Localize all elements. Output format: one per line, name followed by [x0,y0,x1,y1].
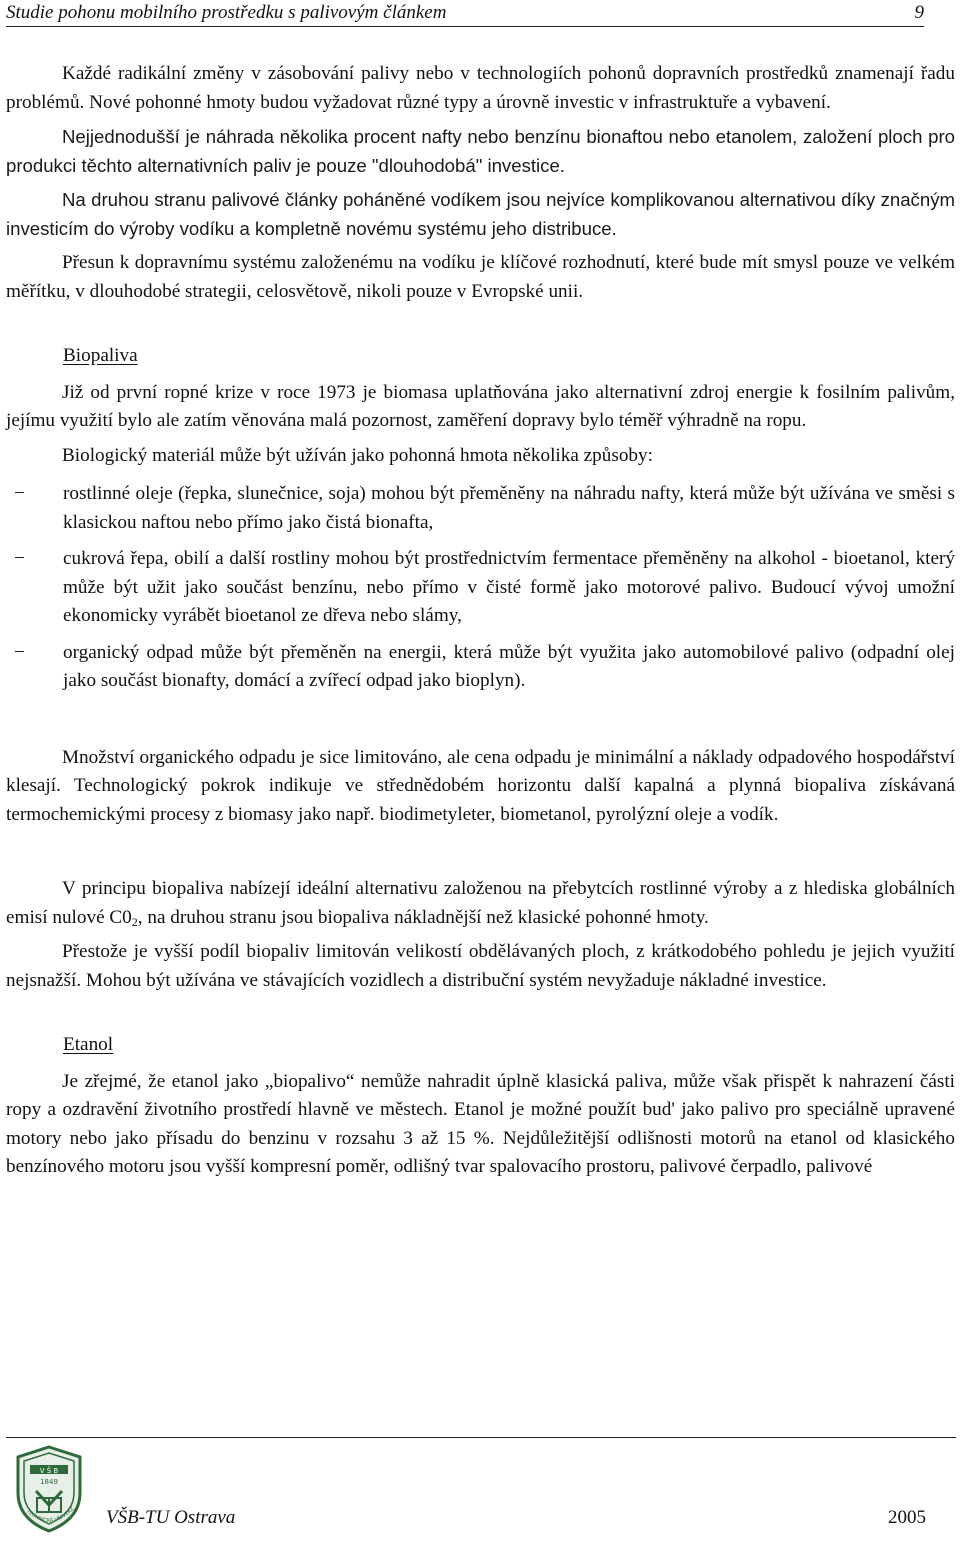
spacer [6,835,955,875]
paragraph: Je zřejmé, že etanol jako „biopalivo“ nemůže nahradit úplně klasická paliva, může však přispět k nahrazení části ropy a ozdravění životního prostředí hlavně ve městech. Etanol je možné použít bud' jako palivo pro speciálně upravené motory nebo jako přísadu do benzinu v rozsahu 3 až 15 %. Nejdůležitější odlišnosti motorů na etanol od klasického benzínového motoru jsou vyšší kompresní poměr, odlišný tvar spalovacího prostoru, palivové čerpadlo, palivové [6,1070,955,1177]
list-item [6,480,955,537]
footer-year: 2005 [888,1507,926,1528]
biofuel-list [6,480,955,696]
university-seal-graphic [10,1443,88,1535]
subscript: 2 [131,914,138,929]
paragraph: Každé radikální změny v zásobování palivy nebo v technologiích pohonů dopravních prostředků znamenají řadu problémů. Nové pohonné hmoty budou vyžadovat různé typy a úrovně investic v infrastruktuře a vybavení. [6,63,955,113]
svg-text:1849: 1849 [40,1478,58,1486]
dash-bullet-icon: − [14,641,25,663]
svg-text:TECHNICKÁ UNIVERZITA: TECHNICKÁ UNIVERZ [25,1505,76,1525]
list-item-text: rostlinné oleje (řepka, slunečnice, soja) mohou být přeměněny na náhradu nafty, která může být užívána ve směsi s klasickou naftou nebo přímo jako čistá bionafta, [63,483,955,533]
dash-bullet-icon: − [14,548,25,569]
document-title: Studie pohonu mobilního prostředku s palivovým článkem [6,2,447,23]
section-heading-etanol: Etanol [63,1034,114,1055]
paragraph: Množství organického odpadu je sice limitováno, ale cena odpadu je minimální a náklady odpadového hospodářství klesají. Technologický pokrok indikuje ve střednědobém horizontu další kapalná a plynná biopaliva získávaná termochemickými procesy z biomasy jako např. biodimetyleter, biometanol, pyrolýzní oleje a vodík. [6,746,955,825]
page-number: 9 [914,2,924,23]
text-run: , na druhou stranu jsou biopaliva nákladnější než klasické pohonné hmoty. [137,906,709,928]
svg-text:V Š B: V Š B [39,1467,59,1475]
paragraph: Biologický materiál může být užíván jako pohonná hmota několika způsoby: [62,444,653,466]
paragraph: Nejjednodušší je náhrada několika procent nafty nebo benzínu bionaftou nebo etanolem, založení ploch pro produkci těchto alternativních paliv je pouze "dlouhodobá" investice. [6,126,955,176]
page-content [6,60,955,1188]
paragraph: Přestože je vyšší podíl biopaliv limitován velikostí obdělávaných ploch, z krátkodobého pohledu je jejich využití nejsnažší. Mohou být užívána ve stávajících vozidlech a distribuční systém nevyžaduje nákladné investice. [6,941,955,991]
footer-institution: VŠB-TU Ostrava [106,1507,236,1528]
list-item [6,639,955,696]
page-header [6,0,924,27]
university-seal-icon [10,1443,88,1535]
footer-divider [6,1437,956,1438]
spacer [6,704,955,744]
paragraph-emissions [6,875,955,932]
text-run: V principu biopaliva nabízejí ideální alternativu založenou na přebytcích rostlinné výroby a z hlediska globálních emisí nulové C0 [6,878,955,928]
paragraph: Na druhou stranu palivové články poháněné vodíkem jsou nejvíce komplikovanou alternativou díky značným investicím do výroby vodíku a kompletně novému systému jeho distribuce. [6,189,955,239]
dash-bullet-icon: − [14,483,25,504]
paragraph: Přesun k dopravnímu systému založenému na vodíku je klíčové rozhodnutí, které bude mít smysl pouze ve velkém měřítku, v dlouhodobé strategii, celosvětově, nikoli pouze v Evropské unii. [6,252,955,302]
paragraph: Již od první ropné krize v roce 1973 je biomasa uplatňována jako alternativní zdroj energie k fosilním palivům, jejímu využití bylo ale zatím věnována malá pozornost, zaměření dopravy bylo téměř výhradně na ropu. [6,381,955,431]
list-item-text: organický odpad může být přeměněn na energii, která může být využita jako automobilové palivo (odpadní olej jako součást bionafty, domácí a zvířecí odpad jako bioplyn). [63,641,955,691]
list-item [6,545,955,631]
list-item-text: cukrová řepa, obilí a další rostliny mohou být prostřednictvím fermentace přeměněny na alkohol - bioetanol, který může být užit jako součást benzínu, nebo přímo v čisté formě jako motorové palivo. Budoucí vývoj umožní ekonomicky vyrábět bioetanol ze dřeva nebo slámy, [63,548,955,626]
section-heading-biopaliva: Biopaliva [63,345,138,366]
